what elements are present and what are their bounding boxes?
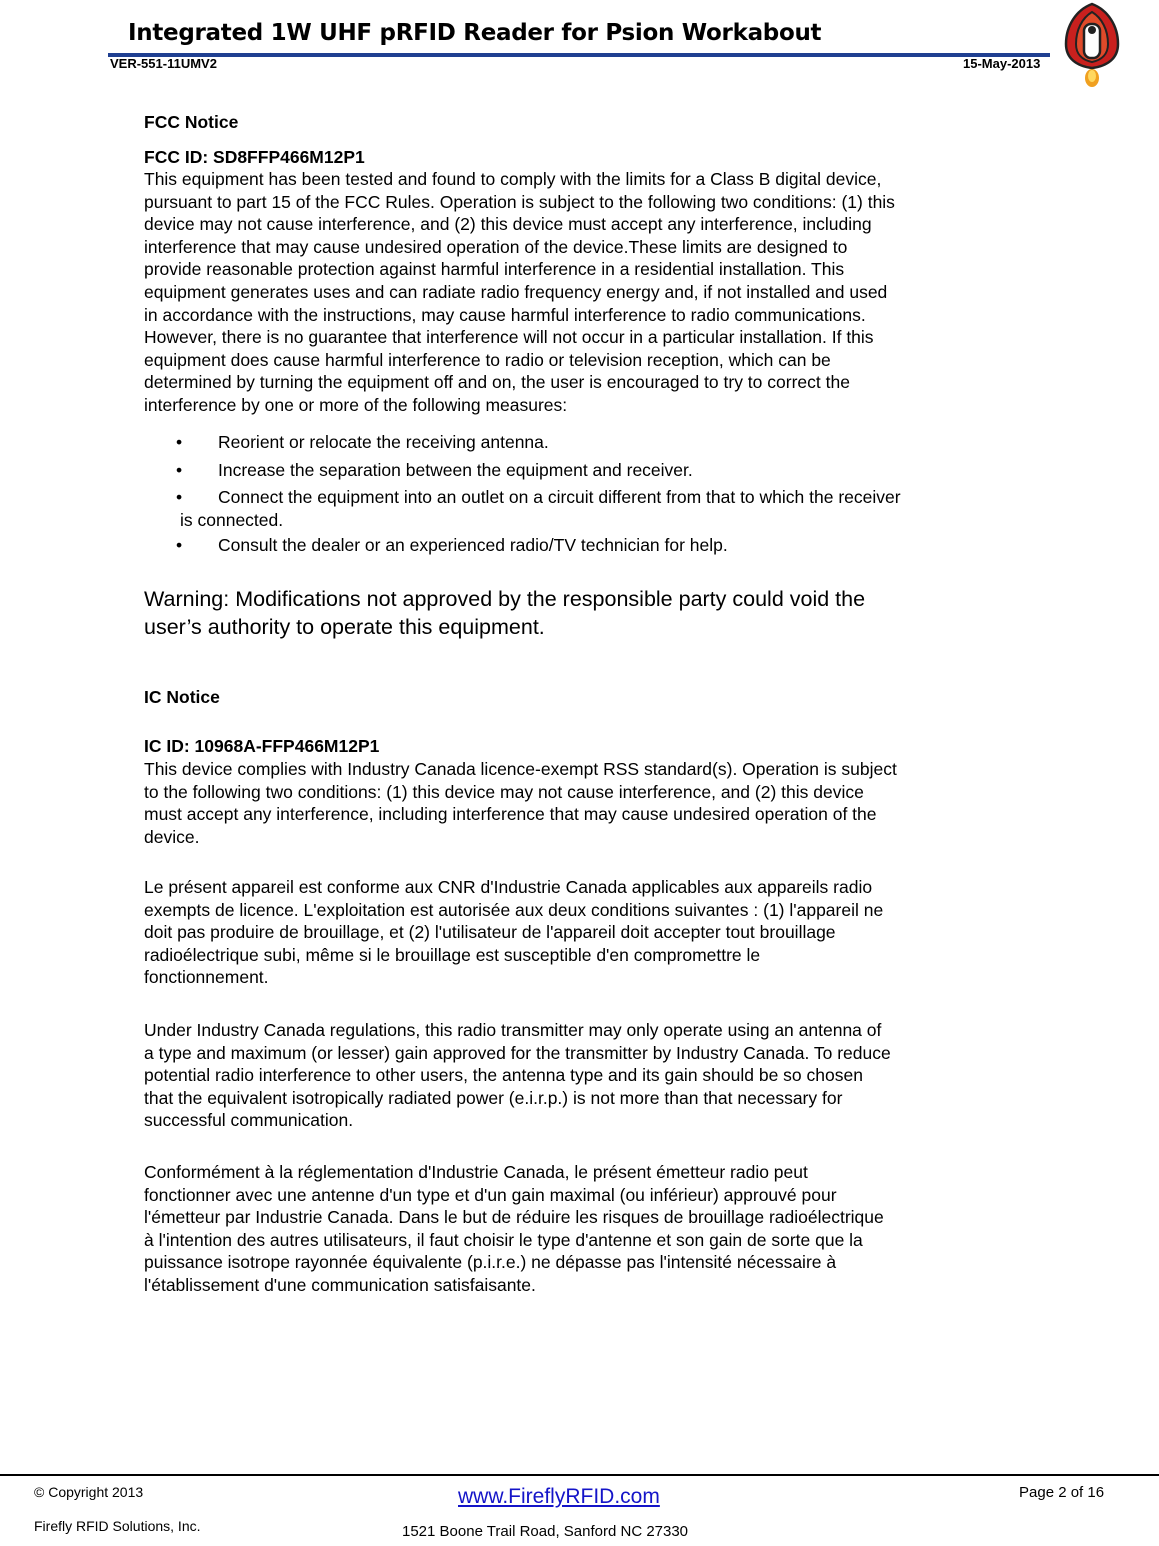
ic-line: doit pas produire de brouillage, et (2) l'utilisateur de l'appareil doit accepter tout brouillage: [144, 922, 836, 943]
fcc-body-line: device may not cause interference, and (2) this device must accept any interference, including: [144, 214, 872, 235]
list-item: [176, 487, 901, 508]
ic-id: IC ID: 10968A-FFP466M12P1: [144, 736, 380, 756]
page-number: Page 2 of 16: [1019, 1484, 1105, 1501]
bullet-text: Consult the dealer or an experienced radio/TV technician for help.: [218, 535, 728, 555]
address-text: 1521 Boone Trail Road, Sanford NC 27330: [402, 1523, 689, 1540]
ic-line: Le présent appareil est conforme aux CNR d'Industrie Canada applicables aux appareils radio: [144, 877, 873, 897]
ic-line: fonctionner avec une antenne d'un type et d'un gain maximal (ou inférieur) approuvé pour: [144, 1184, 837, 1205]
fcc-body-line: However, there is no guarantee that interference will not occur in a particular installation. If this: [144, 327, 874, 348]
bullet-icon: •: [176, 535, 183, 555]
ic-paragraph-2: [144, 876, 1044, 989]
fcc-body-line: in accordance with the instructions, may cause harmful interference to radio communications.: [144, 304, 866, 325]
list-item: [176, 432, 549, 453]
bullet-text: Connect the equipment into an outlet on a circuit different from that to which the receiver: [218, 487, 901, 507]
ic-line: to the following two conditions: (1) this device may not cause interference, and (2) this device: [144, 781, 864, 802]
bullet-text: Reorient or relocate the receiving antenna.: [218, 432, 549, 452]
bullet-continuation: is connected.: [180, 510, 284, 530]
ic-line: l'émetteur par Industrie Canada. Dans le but de réduire les risques de brouillage radioélectrique: [144, 1207, 884, 1228]
firefly-logo-icon: [1058, 0, 1128, 88]
ic-line: Under Industry Canada regulations, this radio transmitter may only operate using an antenna of: [144, 1020, 882, 1040]
ic-line: l'établissement d'une communication satisfaisante.: [144, 1274, 536, 1295]
ic-paragraph-3: [144, 1019, 1044, 1132]
ic-line: successful communication.: [144, 1110, 354, 1131]
ic-line: a type and maximum (or lesser) gain approved for the transmitter by Industry Canada. To reduce: [144, 1042, 891, 1063]
fcc-body: [144, 168, 1044, 417]
ic-line: potential radio interference to other users, the antenna type and its gain should be so chosen: [144, 1065, 863, 1086]
copyright-text: © Copyright 2013: [34, 1484, 144, 1500]
ic-line: Conformément à la réglementation d'Industrie Canada, le présent émetteur radio peut: [144, 1162, 808, 1182]
bullet-icon: •: [176, 487, 183, 507]
warning-line: user’s authority to operate this equipment.: [144, 615, 545, 639]
ic-line: fonctionnement.: [144, 967, 269, 988]
fcc-body-line: pursuant to part 15 of the FCC Rules. Operation is subject to the following two conditions: (1) this: [144, 191, 895, 212]
ic-paragraph-4: [144, 1161, 1044, 1297]
bullet-text: Increase the separation between the equipment and receiver.: [218, 460, 693, 480]
version-label: VER-551-11UMV2: [110, 56, 217, 71]
ic-line: device.: [144, 826, 200, 847]
ic-line: exempts de licence. L'exploitation est autorisée aux deux conditions suivantes : (1) l'appareil ne: [144, 899, 884, 920]
ic-heading: IC Notice: [144, 687, 220, 707]
fcc-body-line: This equipment has been tested and found to comply with the limits for a Class B digital device,: [144, 169, 882, 189]
ic-paragraph-1: [144, 758, 1044, 848]
bullet-icon: •: [176, 432, 183, 452]
date-label: 15-May-2013: [963, 56, 1041, 71]
ic-line: radioélectrique subi, même si le brouillage est susceptible d'en compromettre le: [144, 944, 761, 965]
bullet-icon: •: [176, 460, 183, 480]
ic-line: must accept any interference, including interference that may cause undesired operation of the: [144, 804, 877, 825]
website-link[interactable]: www.FireflyRFID.com: [458, 1485, 660, 1508]
document-title: Integrated 1W UHF pRFID Reader for Psion Workabout: [128, 20, 822, 46]
list-item: [176, 535, 728, 556]
ic-line: This device complies with Industry Canada licence-exempt RSS standard(s). Operation is subject: [144, 759, 897, 779]
warning-line: Warning: Modifications not approved by the responsible party could void the: [144, 587, 866, 611]
fcc-body-line: equipment generates uses and can radiate radio frequency energy and, if not installed and used: [144, 281, 888, 302]
ic-line: that the equivalent isotropically radiated power (e.i.r.p.) is not more than that necessary for: [144, 1087, 843, 1108]
warning-text: [144, 585, 865, 641]
footer-rule: [0, 1474, 1159, 1476]
fcc-id: FCC ID: SD8FFP466M12P1: [144, 147, 365, 167]
fcc-heading: FCC Notice: [144, 112, 239, 132]
fcc-body-line: equipment does cause harmful interference to radio or television reception, which can be: [144, 349, 831, 370]
list-item: [176, 460, 693, 481]
company-name: Firefly RFID Solutions, Inc.: [34, 1518, 201, 1534]
fcc-body-line: interference by one or more of the following measures:: [144, 394, 568, 415]
fcc-body-line: provide reasonable protection against harmful interference in a residential installation. This: [144, 259, 845, 280]
header-rule: [108, 53, 1050, 57]
ic-line: puissance isotrope rayonnée équivalente (p.i.r.e.) ne dépasse pas l'intensité nécessaire à: [144, 1252, 837, 1273]
fcc-body-line: determined by turning the equipment off and on, the user is encouraged to try to correct the: [144, 372, 850, 393]
fcc-body-line: interference that may cause undesired operation of the device.These limits are designed to: [144, 236, 848, 257]
ic-line: à l'intention des autres utilisateurs, il faut choisir le type d'antenne et son gain de sorte que la: [144, 1229, 863, 1250]
